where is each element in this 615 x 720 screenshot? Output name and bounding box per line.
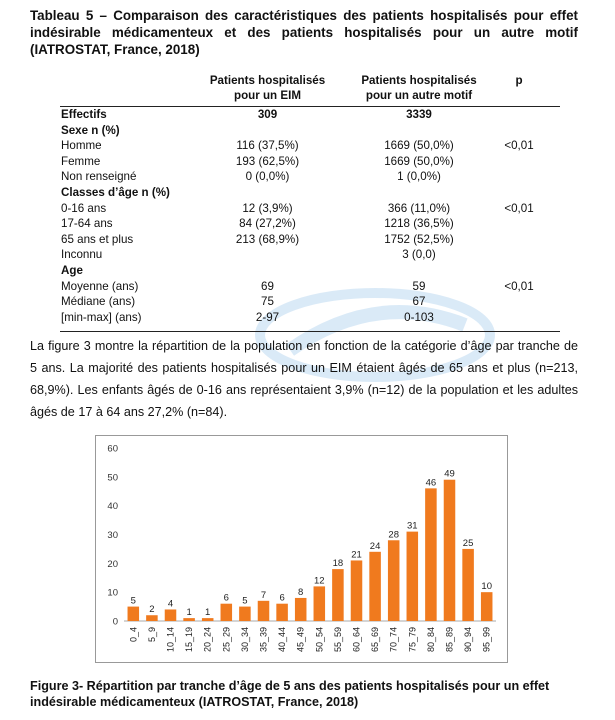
x-tick-label: 15_19 xyxy=(184,627,195,653)
table-row xyxy=(60,232,560,248)
x-tick-label: 80_84 xyxy=(425,627,436,653)
figure-caption: Figure 3- Répartition par tranche d’âge de 5 ans des patients hospitalisés pour un effet indésirable médicamenteux (IATROSTAT, France, 2018) xyxy=(30,679,550,709)
cell-autre: 1 (0,0%) xyxy=(397,170,441,184)
cell-autre: 1752 (52,5%) xyxy=(384,232,454,246)
bar xyxy=(481,592,493,621)
row-label: 65 ans et plus xyxy=(61,232,134,246)
table-row xyxy=(60,201,560,217)
cell-eim: 0 (0,0%) xyxy=(245,170,290,184)
cell-autre: 366 (11,0%) xyxy=(387,201,451,215)
data-label: 5 xyxy=(130,595,136,607)
cell-eim: 116 (37,5%) xyxy=(236,139,299,153)
cell-eim: 84 (27,2%) xyxy=(239,217,296,231)
cell-eim: 69 xyxy=(261,279,274,293)
row-label: [min-max] (ans) xyxy=(61,310,142,324)
x-tick-label: 85_89 xyxy=(444,627,455,653)
bar xyxy=(202,618,214,621)
y-tick-label: 20 xyxy=(107,558,118,570)
cell-autre: 59 xyxy=(412,279,426,293)
data-label: 31 xyxy=(407,520,418,532)
x-tick-label: 55_59 xyxy=(332,627,343,653)
table-bottom-divider xyxy=(60,331,560,332)
y-tick-label: 0 xyxy=(112,616,118,628)
data-label: 5 xyxy=(242,595,248,607)
y-tick-label: 40 xyxy=(107,501,118,513)
bar xyxy=(165,609,177,621)
bar xyxy=(369,552,381,621)
cell-autre: 1669 (50,0%) xyxy=(384,154,454,168)
bar xyxy=(239,607,251,621)
data-label: 21 xyxy=(351,549,362,561)
table-row xyxy=(60,107,560,123)
y-tick-label: 60 xyxy=(107,443,118,455)
data-label: 46 xyxy=(425,477,437,489)
cell-autre: 3339 xyxy=(406,108,432,121)
data-label: 6 xyxy=(223,592,229,604)
x-tick-label: 60_64 xyxy=(351,627,362,653)
table-row xyxy=(60,310,560,326)
x-tick-label: 45_49 xyxy=(295,627,306,653)
cell-eim: 75 xyxy=(261,295,274,309)
data-label: 1 xyxy=(205,607,211,619)
header-eim: Patients hospitalisés pour un EIM xyxy=(209,74,326,102)
table-row xyxy=(60,185,560,201)
row-label: Inconnu xyxy=(61,248,103,262)
bar xyxy=(462,549,474,621)
bar xyxy=(314,586,326,621)
row-label: Effectifs xyxy=(61,108,107,121)
cell-autre: 3 (0,0) xyxy=(402,248,436,262)
table-caption: Tableau 5 – Comparaison des caractéristiques des patients hospitalisés pour effet indésirable médicamenteux et des patients hospitalisés pour un autre motif (IATROSTAT, France, 2018) xyxy=(30,8,578,57)
data-label: 6 xyxy=(279,592,285,604)
cell-eim: 2-97 xyxy=(255,310,280,324)
cell-p: <0,01 xyxy=(504,279,534,293)
row-label: Sexe n (%) xyxy=(61,123,120,137)
data-label: 18 xyxy=(332,558,344,570)
x-tick-label: 40_44 xyxy=(277,627,288,653)
row-label: 0-16 ans xyxy=(61,201,107,215)
row-label: Femme xyxy=(61,154,101,168)
x-tick-label: 5_9 xyxy=(146,627,157,643)
bar xyxy=(425,488,437,621)
x-tick-label: 25_29 xyxy=(221,627,232,653)
header-autre: Patients hospitalisés pour un autre motif xyxy=(361,74,477,102)
table-row xyxy=(60,216,560,232)
table-row xyxy=(60,138,560,154)
x-tick-label: 70_74 xyxy=(388,627,399,653)
bar xyxy=(444,480,456,621)
cell-autre: 1218 (36,5%) xyxy=(384,217,454,231)
table-row xyxy=(60,279,560,295)
x-tick-label: 50_54 xyxy=(314,627,325,653)
header-p: p xyxy=(515,74,523,87)
cell-eim: 213 (68,9%) xyxy=(235,232,300,246)
data-label: 12 xyxy=(314,575,325,587)
bar xyxy=(146,615,158,621)
bar xyxy=(276,604,288,621)
y-tick-label: 10 xyxy=(107,587,118,599)
cell-p: <0,01 xyxy=(504,201,534,215)
x-tick-label: 35_39 xyxy=(258,627,269,653)
row-label: 17-64 ans xyxy=(61,217,113,231)
table-header xyxy=(60,73,560,107)
table-row xyxy=(60,247,560,263)
data-label: 25 xyxy=(462,537,474,549)
chart-frame xyxy=(95,435,508,663)
data-label: 7 xyxy=(260,589,267,601)
data-label: 24 xyxy=(369,540,381,552)
age-distribution-chart xyxy=(96,436,507,662)
data-label: 8 xyxy=(298,586,304,598)
bar xyxy=(295,598,307,621)
x-tick-label: 0_4 xyxy=(128,627,139,643)
bar xyxy=(351,560,363,621)
bar xyxy=(388,540,400,621)
x-tick-label: 10_14 xyxy=(165,627,176,653)
row-label: Age xyxy=(61,264,83,277)
row-label: Homme xyxy=(61,139,102,153)
x-tick-label: 30_34 xyxy=(239,627,250,653)
cell-autre: 1669 (50,0%) xyxy=(384,139,454,153)
bar xyxy=(407,532,419,621)
table-row xyxy=(60,123,560,139)
cell-autre: 0-103 xyxy=(404,310,434,324)
data-label: 10 xyxy=(481,581,492,593)
data-label: 28 xyxy=(388,529,399,541)
y-tick-label: 50 xyxy=(107,472,118,484)
bar xyxy=(221,604,233,621)
data-label: 1 xyxy=(186,607,192,619)
x-tick-label: 90_94 xyxy=(463,627,474,653)
table-row xyxy=(60,169,560,185)
bar xyxy=(183,618,195,621)
body-paragraph: La figure 3 montre la répartition de la population en fonction de la catégorie d’âge par tranche de 5 ans. La majorité des patients hospitalisés pour un EIM étaient âgés de 65 ans et plus (n=213, 68,9%). Les enfants âgés de 0-16 ans représentaient 3,9% (n=12) de la population et les adultes âgés de 17 à 64 ans 27,2% (n=84). xyxy=(30,339,578,419)
table-row xyxy=(60,263,560,279)
bar xyxy=(332,569,344,621)
table-row xyxy=(60,294,560,310)
row-label: Classes d’âge n (%) xyxy=(61,186,170,199)
x-tick-label: 20_24 xyxy=(202,627,213,653)
cell-eim: 193 (62,5%) xyxy=(235,154,300,168)
y-tick-label: 30 xyxy=(107,530,118,541)
data-label: 2 xyxy=(149,604,155,616)
bar xyxy=(258,601,270,621)
x-tick-label: 65_69 xyxy=(370,627,381,653)
table-row xyxy=(60,154,560,170)
row-label: Moyenne (ans) xyxy=(61,279,139,293)
data-label: 49 xyxy=(444,468,455,480)
data-label: 4 xyxy=(167,598,174,610)
x-tick-label: 95_99 xyxy=(481,627,492,653)
row-label: Non renseigné xyxy=(61,170,137,184)
x-tick-label: 75_79 xyxy=(407,627,418,653)
cell-autre: 67 xyxy=(412,295,426,309)
cell-eim: 309 xyxy=(257,108,278,121)
cell-eim: 12 (3,9%) xyxy=(242,201,293,215)
bar xyxy=(128,607,140,621)
row-label: Médiane (ans) xyxy=(61,295,136,309)
cell-p: <0,01 xyxy=(504,139,534,153)
